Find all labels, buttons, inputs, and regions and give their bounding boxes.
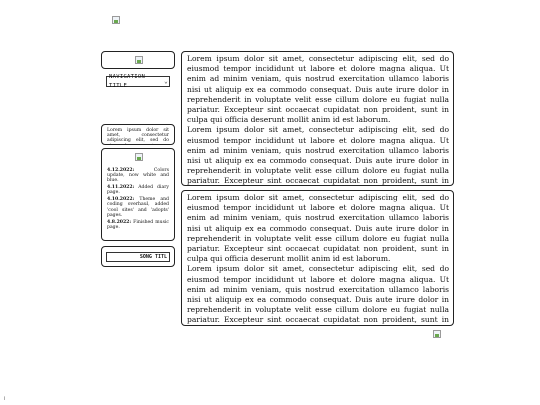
update-text: Added diary page. [107, 185, 169, 196]
footer-image [433, 330, 441, 338]
update-row [107, 220, 169, 230]
update-date: 4.11.2022: [107, 185, 135, 191]
sidebar-image-box [101, 51, 175, 69]
navigation-select[interactable] [106, 73, 170, 89]
song-title-field: SONG TITL [106, 252, 170, 262]
updates-box [101, 148, 175, 241]
main-paragraph: Lorem ipsum dolor sit amet, consectetur adipiscing elit, sed do eiusmod tempor incididunt ut labore et dolore magna aliqua. Ut enim ad minim veniam, quis nostrud exercitation ullamco laboris nisi ut aliquip ex ea commodo consequat. Duis aute irure dolor in reprehenderit in voluptate velit esse cillum dolore eu fugiat nulla pariatur. Excepteur sint occaecat cupidatat non proident, sunt in culpa qui officia deserunt mollit anim id est laborum. [187, 54, 449, 125]
update-date: 4.12.2022: [107, 168, 135, 173]
sidebar-intro-box [101, 124, 175, 145]
navigation-select-label: NAVIGATION TITLE [109, 73, 146, 89]
main-text-block-2 [182, 191, 453, 326]
update-row [107, 168, 169, 184]
update-text: Finished music page. [107, 219, 169, 230]
chevron-down-icon: ⌄ [164, 78, 168, 85]
update-row [107, 197, 169, 218]
updates-header-image [135, 153, 143, 161]
update-date: 4.8.2022: [107, 219, 132, 225]
sidebar-banner-image [135, 56, 143, 64]
header-image [112, 16, 120, 24]
main-paragraph: Lorem ipsum dolor sit amet, consectetur adipiscing elit, sed do eiusmod tempor incididunt ut labore et dolore magna aliqua. Ut enim ad minim veniam, quis nostrud exercitation ullamco laboris nisi ut aliquip ex ea commodo consequat. Duis aute irure dolor in reprehenderit in voluptate velit esse cillum dolore eu fugiat nulla pariatur. Excepteur sint occaecat cupidatat non proident, sunt in culpa qui officia deserunt mollit anim id est laborum. [187, 193, 449, 264]
main-content-panel-1 [181, 51, 454, 186]
main-content-panel-2 [181, 190, 454, 326]
corner-mark: i [4, 396, 6, 402]
update-date: 4.10.2022: [107, 197, 135, 203]
main-text-block-1 [182, 52, 453, 186]
update-text: Theme and coding overhaul, added 'cool sites' and 'adopts' pages. [107, 197, 169, 218]
updates-list [102, 149, 174, 230]
update-text: Colors update, now white and blue. [107, 168, 169, 184]
main-paragraph: Lorem ipsum dolor sit amet, consectetur adipiscing elit, sed do eiusmod tempor incididunt ut labore et dolore magna aliqua. Ut enim ad minim veniam, quis nostrud exercitation ullamco laboris nisi ut aliquip ex ea commodo consequat. Duis aute irure dolor in reprehenderit in voluptate velit esse cillum dolore eu fugiat nulla pariatur. Excepteur sint occaecat cupidatat non proident, sunt in [187, 125, 449, 186]
sidebar-intro-text: Lorem ipsum dolor sit amet, consectetur adipiscing elit, sed do [107, 128, 169, 144]
update-row [107, 185, 169, 195]
main-paragraph: Lorem ipsum dolor sit amet, consectetur adipiscing elit, sed do eiusmod tempor incididunt ut labore et dolore magna aliqua. Ut enim ad minim veniam, quis nostrud exercitation ullamco laboris nisi ut aliquip ex ea commodo consequat. Duis aute irure dolor in reprehenderit in voluptate velit esse cillum dolore eu fugiat nulla pariatur. Excepteur sint occaecat cupidatat non proident, sunt in [187, 264, 449, 325]
